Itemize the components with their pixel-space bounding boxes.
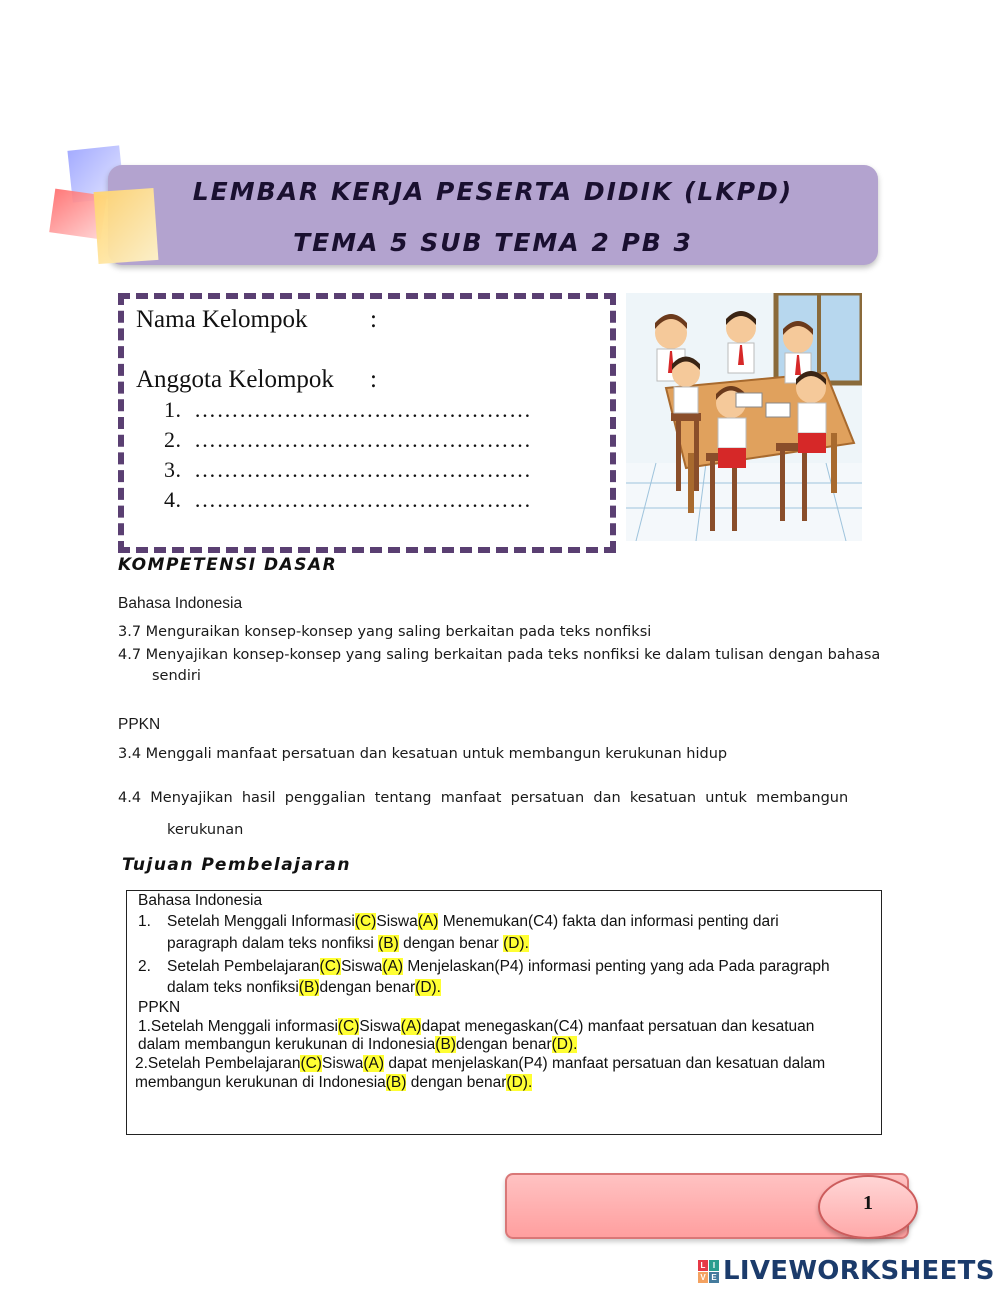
title-line-2: TEMA 5 SUB TEMA 2 PB 3 [293, 228, 693, 257]
kd-bahasa-item-4-7-cont: sendiri [152, 668, 201, 684]
page-number: 1 [863, 1192, 873, 1214]
tujuan-pk-1-line2: dalam membangun kerukunan di Indonesia(B)dengan benar(D). [138, 1036, 578, 1053]
tujuan-pk-2-line2: membangun kerukunan di Indonesia(B) dengan benar(D). [135, 1074, 533, 1091]
liveworksheets-logo-icon: L I V E [698, 1260, 720, 1284]
title-line-1: LEMBAR KERJA PESERTA DIDIK (LKPD) [192, 177, 794, 206]
tujuan-bi-1-line2: paragraph dalam teks nonfiksi (B) dengan benar (D). [167, 935, 529, 952]
kd-bahasa-item-4-7: 4.7 Menyajikan konsep-konsep yang saling berkaitan pada teks nonfiksi ke dalam tulisan dengan bahasa [118, 647, 881, 663]
tujuan-bi-2-number: 2. [138, 958, 151, 975]
tujuan-bi-2-line2: dalam teks nonfiksi(B)dengan benar(D). [167, 979, 441, 996]
kd-ppkn-item-4-4-cont: kerukunan [167, 822, 244, 838]
kd-bahasa-item-3-7: 3.7 Menguraikan konsep-konsep yang saling berkaitan pada teks nonfiksi [118, 624, 652, 640]
decor-square-yellow [94, 188, 159, 264]
member-1-number: 1. [164, 397, 182, 422]
page-number-badge [818, 1175, 918, 1239]
classroom-illustration [626, 293, 862, 541]
member-4-field[interactable]: ……………………………………… [194, 487, 532, 512]
tujuan-bi-1-line1: Setelah Menggali Informasi(C)Siswa(A) Menemukan(C4) fakta dan informasi penting dari [167, 913, 779, 930]
tujuan-ppkn-label: PPKN [138, 999, 181, 1016]
member-1-field[interactable]: ……………………………………… [194, 397, 532, 422]
liveworksheets-logo-text: LIVEWORKSHEETS [723, 1256, 995, 1286]
members-colon: : [370, 366, 377, 393]
members-label: Anggota Kelompok [136, 366, 334, 393]
member-3-number: 3. [164, 457, 182, 482]
header-banner [108, 165, 878, 265]
member-3-field[interactable]: ……………………………………… [194, 457, 532, 482]
group-name-colon: : [370, 306, 377, 333]
tujuan-heading: Tujuan Pembelajaran [122, 855, 351, 875]
kd-ppkn-item-3-4: 3.4 Menggali manfaat persatuan dan kesatuan untuk membangun kerukunan hidup [118, 746, 728, 762]
group-name-label: Nama Kelompok [136, 306, 308, 333]
kompetensi-heading: KOMPETENSI DASAR [118, 555, 338, 575]
member-4-number: 4. [164, 487, 182, 512]
kd-bahasa-label: Bahasa Indonesia [118, 595, 243, 612]
tujuan-bahasa-label: Bahasa Indonesia [138, 892, 263, 909]
tujuan-bi-2-line1: Setelah Pembelajaran(C)Siswa(A) Menjelaskan(P4) informasi penting yang ada Pada paragraph [167, 958, 830, 975]
member-2-field[interactable]: ……………………………………… [194, 427, 532, 452]
kd-ppkn-label: PPKN [118, 716, 161, 733]
kd-ppkn-item-4-4: 4.4 Menyajikan hasil penggalian tentang manfaat persatuan dan kesatuan untuk membangun [118, 790, 849, 806]
member-2-number: 2. [164, 427, 182, 452]
tujuan-bi-1-number: 1. [138, 913, 151, 930]
tujuan-pk-2-line1: 2.Setelah Pembelajaran(C)Siswa(A) dapat menjelaskan(P4) manfaat persatuan dan kesatuan dalam [135, 1055, 826, 1072]
tujuan-pk-1-line1: 1.Setelah Menggali informasi(C)Siswa(A)dapat menegaskan(C4) manfaat persatuan dan kesatuan [138, 1018, 815, 1035]
